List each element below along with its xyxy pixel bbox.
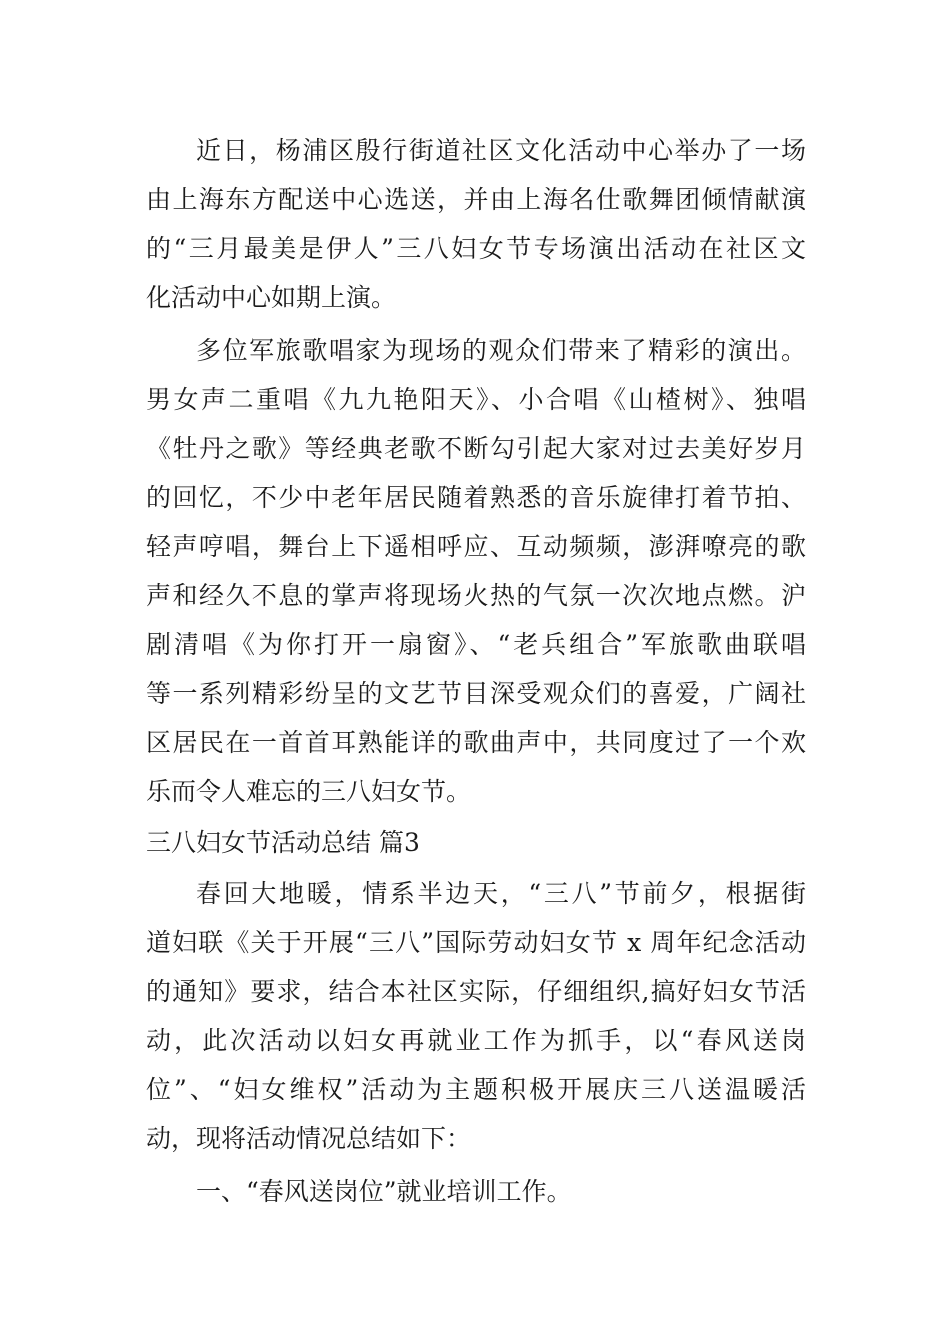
paragraph-4-line-1: 一、“春风送岗位”就业培训工作。 (196, 1177, 572, 1206)
paragraph-3-line-2: 道妇联《关于开展“三八”国际劳动妇女节 x 周年纪念活动 (146, 928, 806, 957)
paragraph-2-line-1: 多位军旅歌唱家为现场的观众们带来了精彩的演出。 (196, 336, 806, 365)
paragraph-1-line-4: 化活动中心如期上演。 (146, 283, 397, 312)
paragraph-2-line-6: 声和经久不息的掌声将现场火热的气氛一次次地点燃。沪 (146, 581, 806, 610)
section-heading: 三八妇女节活动总结 篇3 (146, 828, 420, 857)
paragraph-3-line-3: 的通知》要求，结合本社区实际，仔细组织,搞好妇女节活 (146, 977, 806, 1006)
paragraph-2-line-8: 等一系列精彩纷呈的文艺节目深受观众们的喜爱，广阔社 (146, 679, 806, 708)
paragraph-2-line-10: 乐而令人难忘的三八妇女节。 (146, 777, 472, 806)
paragraph-2-line-2: 男女声二重唱《九九艳阳天》、小合唱《山楂树》、独唱 (146, 385, 806, 414)
paragraph-3-line-6: 动，现将活动情况总结如下： (146, 1124, 472, 1153)
paragraph-1-line-2: 由上海东方配送中心选送，并由上海名仕歌舞团倾情献演 (146, 185, 806, 214)
paragraph-3-line-4: 动，此次活动以妇女再就业工作为抓手，以“春风送岗 (146, 1026, 806, 1055)
paragraph-1-line-1: 近日，杨浦区殷行街道社区文化活动中心举办了一场 (196, 136, 806, 165)
paragraph-2-line-7: 剧清唱《为你打开一扇窗》、“老兵组合”军旅歌曲联唱 (146, 630, 806, 659)
paragraph-2-line-4: 的回忆，不少中老年居民随着熟悉的音乐旋律打着节拍、 (146, 483, 806, 512)
paragraph-3-line-5: 位”、“妇女维权”活动为主题积极开展庆三八送温暖活 (146, 1075, 806, 1104)
paragraph-2-line-5: 轻声哼唱，舞台上下遥相呼应、互动频频，澎湃嘹亮的歌 (146, 532, 806, 561)
paragraph-2-line-3: 《牡丹之歌》等经典老歌不断勾引起大家对过去美好岁月 (146, 434, 806, 463)
paragraph-2-line-9: 区居民在一首首耳熟能详的歌曲声中，共同度过了一个欢 (146, 728, 806, 757)
paragraph-1-line-3: 的“三月最美是伊人”三八妇女节专场演出活动在社区文 (146, 234, 806, 263)
paragraph-3-line-1: 春回大地暖，情系半边天，“三八”节前夕，根据街 (196, 879, 806, 908)
